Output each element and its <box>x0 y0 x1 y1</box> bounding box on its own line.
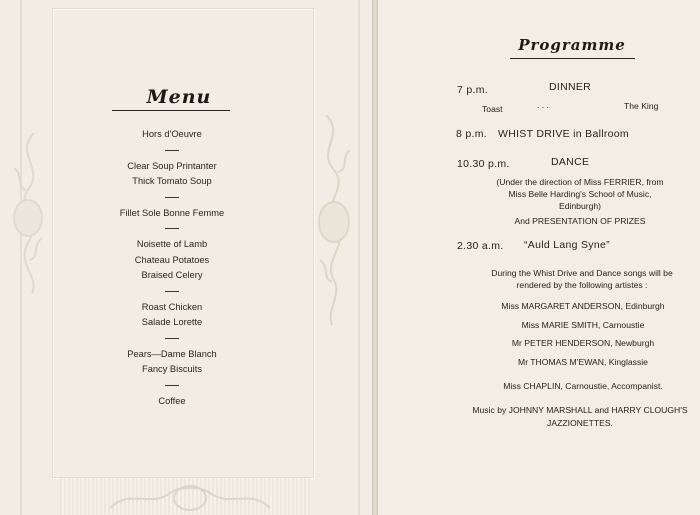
prizes-line: And PRESENTATION OF PRIZES <box>514 216 646 226</box>
syne-label: “Auld Lang Syne” <box>524 239 610 251</box>
menu-divider <box>165 291 179 292</box>
menu-item: Braised Celery <box>141 270 203 280</box>
menu-item: Noisette of Lamb <box>136 239 208 249</box>
toast-label: Toast <box>482 104 503 114</box>
menu-group <box>112 300 232 331</box>
artiste-1: Miss MARGARET ANDERSON, Edinburgh <box>501 301 665 311</box>
direction-line-3: Edinburgh) <box>558 201 602 211</box>
dance-label: DANCE <box>551 156 590 168</box>
right-scroll-ornament <box>306 110 362 330</box>
artiste-4: Mr THOMAS M’EWAN, Kinglassie <box>518 357 648 367</box>
menu-list <box>112 127 232 409</box>
menu-group <box>112 237 232 284</box>
accompanist-line: Miss CHAPLIN, Carnoustie, Accompanist. <box>503 381 663 391</box>
dinner-time: 7 p.m. <box>457 84 488 96</box>
menu-divider <box>165 228 179 229</box>
syne-time: 2.30 a.m. <box>457 240 504 252</box>
whist-time: 8 p.m. <box>456 128 487 140</box>
toast-value: The King <box>624 101 659 111</box>
menu-group <box>112 394 232 410</box>
programme-title-underline <box>510 58 635 59</box>
menu-item: Coffee <box>158 395 186 406</box>
programme-page <box>378 0 700 515</box>
menu-item: Thick Tomato Soup <box>132 176 212 186</box>
direction-line-1: (Under the direction of Miss FERRIER, from <box>496 177 664 187</box>
menu-divider <box>165 385 179 386</box>
menu-divider <box>165 338 179 339</box>
left-scroll-ornament <box>4 128 54 298</box>
toast-dots: . . . <box>537 100 549 110</box>
menu-item: Fillet Sole Bonne Femme <box>119 207 225 218</box>
menu-title: Menu <box>146 86 212 108</box>
songs-line-1: During the Whist Drive and Dance songs will be <box>491 268 673 278</box>
menu-item: Chateau Potatoes <box>134 254 210 265</box>
direction-line-2: Miss Belle Harding's School of Music, <box>508 189 652 199</box>
dance-time: 10.30 p.m. <box>457 158 510 170</box>
whist-label: WHIST DRIVE in Ballroom <box>498 128 629 140</box>
bottom-scroll-ornament <box>100 478 280 515</box>
menu-divider <box>165 197 179 198</box>
songs-line-2: rendered by the following artistes : <box>516 280 648 290</box>
music-line-1: Music by JOHNNY MARSHALL and HARRY CLOUGH'S <box>472 405 688 415</box>
menu-group <box>112 206 232 222</box>
menu-item: Salade Lorette <box>141 317 203 327</box>
programme-title: Programme <box>518 36 626 54</box>
artiste-2: Miss MARIE SMITH, Carnoustie <box>521 320 645 330</box>
menu-item: Fancy Biscuits <box>142 364 202 374</box>
menu-item: Roast Chicken <box>141 301 203 312</box>
menu-item: Clear Soup Printanter <box>127 160 217 171</box>
music-line-2: JAZZIONETTES. <box>547 418 613 428</box>
dinner-label: DINNER <box>549 81 592 93</box>
menu-title-underline <box>112 110 230 111</box>
menu-group <box>112 347 232 378</box>
menu-divider <box>165 150 179 151</box>
menu-item: Pears—Dame Blanch <box>127 348 217 359</box>
menu-item: Hors d'Oeuvre <box>142 129 202 139</box>
artiste-3: Mr PETER HENDERSON, Newburgh <box>511 338 655 348</box>
menu-group <box>112 159 232 190</box>
menu-group <box>112 127 232 143</box>
